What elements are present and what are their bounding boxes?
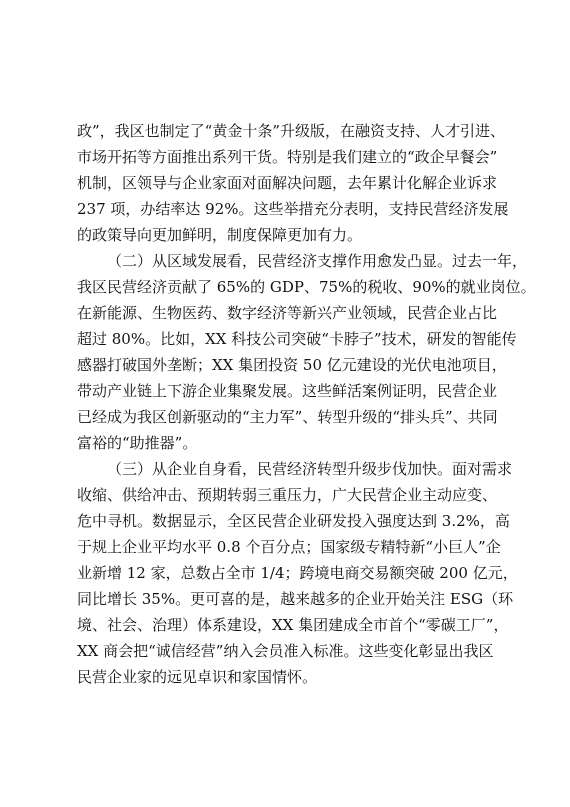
- text-line: 市场开拓等方面推出系列干货。特别是我们建立的“政企早餐会”: [77, 148, 498, 166]
- paragraph-3: [77, 456, 518, 690]
- text-line: 机制，区领导与企业家面对面解决问题，去年累计化解企业诉求: [77, 174, 498, 192]
- paragraph-2: [77, 248, 536, 456]
- text-line: 业新增 12 家，总数占全市 1/4；跨境电商交易额突破 200 亿元，: [77, 564, 518, 582]
- text-line: 富裕的“助推器”。: [77, 434, 198, 452]
- text-line: 的政策导向更加鲜明，制度保障更加有力。: [77, 226, 363, 244]
- text-line: XX 商会把“诚信经营”纳入会员准入标准。这些变化彰显出我区: [77, 642, 494, 660]
- text-line: 感器打破国外垄断；XX 集团投资 50 亿元建设的光伏电池项目，: [77, 356, 507, 374]
- text-line: 带动产业链上下游企业集聚发展。这些鲜活案例证明，民营企业: [77, 382, 498, 400]
- text-line-first: （二）从区域发展看，民营经济支撑作用愈发凸显。过去一年，: [107, 252, 528, 270]
- text-line: 同比增长 35%。更可喜的是，越来越多的企业开始关注 ESG（环: [77, 590, 514, 608]
- text-line: 收缩、供给冲击、预期转弱三重压力，广大民营企业主动应变、: [77, 486, 498, 504]
- text-line: 超过 80%。比如，XX 科技公司突破“卡脖子”技术，研发的智能传: [77, 330, 517, 348]
- text-line: 危中寻机。数据显示，全区民营企业研发投入强度达到 3.2%，高: [77, 512, 510, 530]
- paragraph-1: [77, 118, 509, 248]
- text-line: 于规上企业平均水平 0.8 个百分点；国家级专精特新“小巨人”企: [77, 538, 501, 556]
- text-line: 在新能源、生物医药、数字经济等新兴产业领域，民营企业占比: [77, 304, 498, 322]
- document-body: [77, 118, 536, 690]
- text-line-first: （三）从企业自身看，民营经济转型升级步伐加快。面对需求: [107, 460, 513, 478]
- text-line: 境、社会、治理）体系建设，XX 集团建成全市首个“零碳工厂”，: [77, 616, 509, 634]
- text-line: 民营企业家的远见卓识和家国情怀。: [77, 668, 318, 686]
- text-line: 我区民营经济贡献了 65%的 GDP、75%的税收、90%的就业岗位。: [77, 278, 536, 296]
- text-line: 237 项，办结率达 92%。这些举措充分表明，支持民营经济发展: [77, 200, 509, 218]
- text-line: 已经成为我区创新驱动的“主力军”、转型升级的“排头兵”、共同: [77, 408, 498, 426]
- text-line: 政”，我区也制定了“黄金十条”升级版，在融资支持、人才引进、: [77, 122, 506, 140]
